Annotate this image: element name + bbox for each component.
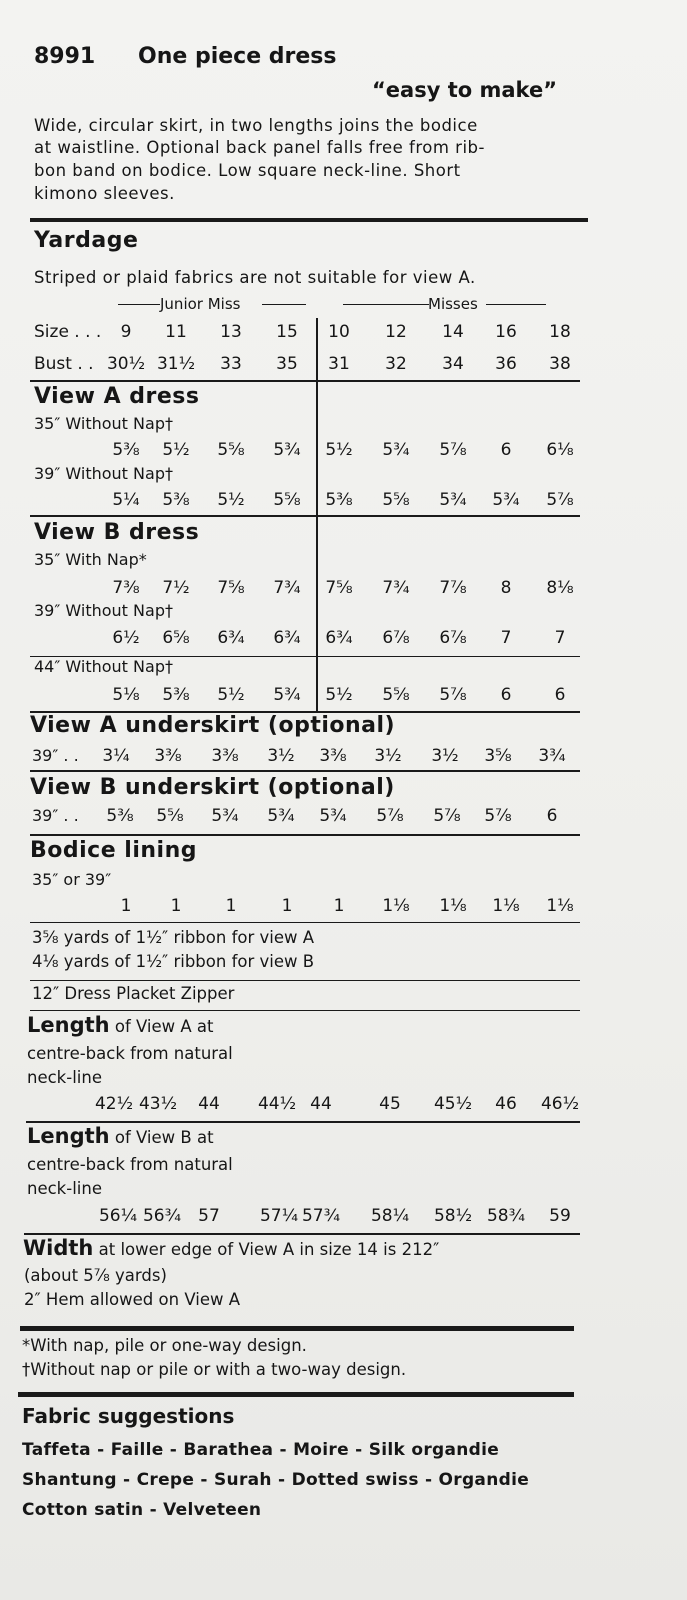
bodice-cell: 1⅛ bbox=[439, 896, 467, 916]
divider bbox=[30, 1010, 580, 1011]
size-cell: 10 bbox=[328, 322, 350, 342]
footnote-without-nap: †Without nap or pile or with a two-way design. bbox=[22, 1360, 407, 1379]
underskirt-b-label: 39″ . . bbox=[32, 806, 79, 825]
underskirt-b-cell: 5⅞ bbox=[433, 806, 461, 826]
length-a-cell: 43½ bbox=[138, 1094, 178, 1114]
bust-cell: 36 bbox=[495, 354, 517, 374]
length-a-bold: Length bbox=[27, 1013, 110, 1037]
view-a-39-cell: 5¼ bbox=[112, 490, 140, 510]
underskirt-b-heading: View B underskirt (optional) bbox=[30, 775, 395, 800]
width-bold: Width bbox=[23, 1236, 94, 1260]
view-a-row-label: 35″ Without Nap† bbox=[34, 414, 173, 433]
underskirt-a-cell: 3⅜ bbox=[154, 746, 182, 766]
divider bbox=[18, 1392, 574, 1397]
bodice-cell: 1⅛ bbox=[492, 896, 520, 916]
view-b-44-cell: 6 bbox=[500, 685, 512, 705]
size-cell: 18 bbox=[549, 322, 571, 342]
length-a-line2: centre-back from natural bbox=[27, 1044, 233, 1063]
underskirt-b-cell: 5⅞ bbox=[376, 806, 404, 826]
view-b-44-cell: 5⅞ bbox=[439, 685, 467, 705]
length-a-cell: 42½ bbox=[94, 1094, 134, 1114]
length-b-bold: Length bbox=[27, 1124, 110, 1148]
width-rest: at lower edge of View A in size 14 is 212″ bbox=[93, 1240, 440, 1259]
view-a-heading: View A dress bbox=[34, 384, 200, 409]
view-b-35-cell: 7⅝ bbox=[325, 578, 353, 598]
view-a-39-cell: 5⅞ bbox=[546, 490, 574, 510]
view-a-35-cell: 5¾ bbox=[273, 440, 301, 460]
size-cell: 15 bbox=[276, 322, 298, 342]
group-junior-label: Junior Miss bbox=[160, 295, 241, 313]
underskirt-b-cell: 5⅝ bbox=[156, 806, 184, 826]
group-misses-label: Misses bbox=[428, 295, 478, 313]
view-b-44-cell: 5½ bbox=[325, 685, 353, 705]
size-cell: 13 bbox=[220, 322, 242, 342]
width-line3: 2″ Hem allowed on View A bbox=[24, 1290, 241, 1309]
divider bbox=[30, 834, 580, 836]
divider bbox=[30, 218, 588, 222]
length-a-rest: of View A at bbox=[109, 1017, 214, 1036]
ribbon-a: 3⅝ yards of 1½″ ribbon for view A bbox=[32, 928, 315, 947]
view-b-35-cell: 7¾ bbox=[273, 578, 301, 598]
view-b-44-cell: 5⅝ bbox=[382, 685, 410, 705]
group-bracket bbox=[486, 304, 546, 305]
group-bracket bbox=[262, 304, 306, 305]
size-cell: 11 bbox=[165, 322, 187, 342]
description-line: Wide, circular skirt, in two lengths joins the bodice bbox=[34, 116, 478, 135]
zipper: 12″ Dress Placket Zipper bbox=[32, 984, 235, 1003]
bodice-cell: 1 bbox=[120, 896, 132, 916]
underskirt-b-cell: 5¾ bbox=[211, 806, 239, 826]
length-a-cell: 46 bbox=[495, 1094, 517, 1114]
size-label: Size . . . bbox=[34, 322, 102, 342]
view-a-39-cell: 5⅝ bbox=[273, 490, 301, 510]
pattern-number: 8991 bbox=[34, 44, 96, 69]
divider bbox=[24, 1233, 580, 1235]
view-b-35-cell: 7¾ bbox=[382, 578, 410, 598]
length-b-cell: 56¼ bbox=[98, 1206, 138, 1226]
view-a-35-cell: 5½ bbox=[162, 440, 190, 460]
underskirt-b-cell: 5⅜ bbox=[106, 806, 134, 826]
width-line bbox=[23, 1236, 439, 1260]
view-a-35-cell: 6 bbox=[500, 440, 512, 460]
length-b-cell: 58¼ bbox=[370, 1206, 410, 1226]
bust-cell: 34 bbox=[442, 354, 464, 374]
view-b-heading: View B dress bbox=[34, 520, 200, 545]
length-b-cell: 57¼ bbox=[259, 1206, 299, 1226]
view-b-44-cell: 5¾ bbox=[273, 685, 301, 705]
underskirt-b-cell: 5¾ bbox=[267, 806, 295, 826]
underskirt-a-cell: 3⅝ bbox=[484, 746, 512, 766]
view-a-39-cell: 5⅜ bbox=[162, 490, 190, 510]
view-a-35-cell: 6⅛ bbox=[546, 440, 574, 460]
view-a-35-cell: 5⅝ bbox=[217, 440, 245, 460]
view-a-39-cell: 5⅝ bbox=[382, 490, 410, 510]
view-b-39-cell: 6⅞ bbox=[439, 628, 467, 648]
group-bracket bbox=[118, 304, 160, 305]
view-b-44-cell: 5⅛ bbox=[112, 685, 140, 705]
length-a-cell: 46½ bbox=[540, 1094, 580, 1114]
bodice-cell: 1 bbox=[333, 896, 345, 916]
length-b-cell: 57¾ bbox=[301, 1206, 341, 1226]
bodice-heading: Bodice lining bbox=[30, 838, 197, 863]
underskirt-a-cell: 3⅜ bbox=[211, 746, 239, 766]
underskirt-a-heading: View A underskirt (optional) bbox=[30, 713, 396, 738]
length-b-cell: 57 bbox=[198, 1206, 220, 1226]
underskirt-b-cell: 5⅞ bbox=[484, 806, 512, 826]
view-b-35-cell: 7⅜ bbox=[112, 578, 140, 598]
view-b-39-cell: 6½ bbox=[112, 628, 140, 648]
description-line: bon band on bodice. Low square neck-line. Short bbox=[34, 161, 461, 180]
view-a-39-cell: 5½ bbox=[217, 490, 245, 510]
length-a-cell: 44½ bbox=[257, 1094, 297, 1114]
length-a-cell: 45½ bbox=[433, 1094, 473, 1114]
length-b-cell: 58¾ bbox=[486, 1206, 526, 1226]
description-line: at waistline. Optional back panel falls free from rib- bbox=[34, 138, 485, 157]
view-b-row-label: 44″ Without Nap† bbox=[34, 657, 173, 676]
underskirt-b-cell: 6 bbox=[546, 806, 558, 826]
description-line: kimono sleeves. bbox=[34, 184, 175, 203]
view-a-35-cell: 5½ bbox=[325, 440, 353, 460]
view-a-39-cell: 5¾ bbox=[492, 490, 520, 510]
view-b-35-cell: 7⅝ bbox=[217, 578, 245, 598]
bodice-cell: 1⅛ bbox=[546, 896, 574, 916]
bust-cell: 30½ bbox=[106, 354, 146, 374]
tagline: “easy to make” bbox=[372, 78, 557, 102]
width-line2: (about 5⅞ yards) bbox=[24, 1266, 167, 1285]
underskirt-a-cell: 3½ bbox=[374, 746, 402, 766]
underskirt-b-cell: 5¾ bbox=[319, 806, 347, 826]
view-b-39-cell: 6¾ bbox=[273, 628, 301, 648]
yardage-heading: Yardage bbox=[34, 228, 139, 253]
length-a-line3: neck-line bbox=[27, 1068, 102, 1087]
view-b-35-cell: 7⅞ bbox=[439, 578, 467, 598]
length-b-line2: centre-back from natural bbox=[27, 1155, 233, 1174]
divider bbox=[30, 380, 580, 382]
bust-cell: 35 bbox=[276, 354, 298, 374]
fabric-line: Taffeta - Faille - Barathea - Moire - Silk organdie bbox=[22, 1440, 500, 1460]
ribbon-b: 4⅛ yards of 1½″ ribbon for view B bbox=[32, 952, 315, 971]
size-cell: 14 bbox=[442, 322, 464, 342]
bust-cell: 38 bbox=[549, 354, 571, 374]
underskirt-a-cell: 3¼ bbox=[102, 746, 130, 766]
length-b-line3: neck-line bbox=[27, 1179, 102, 1198]
bodice-cell: 1 bbox=[170, 896, 182, 916]
view-a-39-cell: 5¾ bbox=[439, 490, 467, 510]
bodice-cell: 1 bbox=[225, 896, 237, 916]
fabric-line: Cotton satin - Velveteen bbox=[22, 1500, 262, 1520]
size-cell: 16 bbox=[495, 322, 517, 342]
divider bbox=[30, 770, 580, 772]
view-b-39-cell: 6⅞ bbox=[382, 628, 410, 648]
underskirt-a-cell: 3½ bbox=[267, 746, 295, 766]
view-b-39-cell: 6¾ bbox=[325, 628, 353, 648]
divider bbox=[30, 515, 580, 517]
view-b-row-label: 35″ With Nap* bbox=[34, 550, 147, 569]
view-b-35-cell: 8 bbox=[500, 578, 512, 598]
view-a-35-cell: 5⅞ bbox=[439, 440, 467, 460]
fabric-line: Shantung - Crepe - Surah - Dotted swiss - Organdie bbox=[22, 1470, 530, 1490]
length-b-cell: 59 bbox=[549, 1206, 571, 1226]
length-b-rest: of View B at bbox=[109, 1128, 214, 1147]
view-b-39-cell: 7 bbox=[500, 628, 512, 648]
column-divider bbox=[316, 318, 318, 711]
view-b-row-label: 39″ Without Nap† bbox=[34, 601, 173, 620]
bust-cell: 31½ bbox=[156, 354, 196, 374]
bodice-cell: 1⅛ bbox=[382, 896, 410, 916]
length-a-line bbox=[27, 1013, 214, 1037]
view-a-39-cell: 5⅜ bbox=[325, 490, 353, 510]
size-cell: 12 bbox=[385, 322, 407, 342]
length-b-line bbox=[27, 1124, 214, 1148]
length-b-cell: 56¾ bbox=[142, 1206, 182, 1226]
bust-label: Bust . . bbox=[34, 354, 94, 374]
size-cell: 9 bbox=[120, 322, 132, 342]
view-b-44-cell: 5½ bbox=[217, 685, 245, 705]
bust-cell: 31 bbox=[328, 354, 350, 374]
bodice-cell: 1 bbox=[281, 896, 293, 916]
view-b-39-cell: 6¾ bbox=[217, 628, 245, 648]
divider bbox=[20, 1326, 574, 1331]
footnote-nap: *With nap, pile or one-way design. bbox=[22, 1336, 307, 1355]
view-b-44-cell: 6 bbox=[554, 685, 566, 705]
group-bracket bbox=[343, 304, 429, 305]
view-b-35-cell: 8⅛ bbox=[546, 578, 574, 598]
fabric-heading: Fabric suggestions bbox=[22, 1404, 235, 1428]
view-b-39-cell: 6⅝ bbox=[162, 628, 190, 648]
view-a-35-cell: 5¾ bbox=[382, 440, 410, 460]
view-b-39-cell: 7 bbox=[554, 628, 566, 648]
view-a-row-label: 39″ Without Nap† bbox=[34, 464, 173, 483]
page-title: One piece dress bbox=[138, 44, 337, 69]
bust-cell: 32 bbox=[385, 354, 407, 374]
divider bbox=[30, 980, 580, 981]
length-a-cell: 45 bbox=[379, 1094, 401, 1114]
view-a-35-cell: 5⅜ bbox=[112, 440, 140, 460]
length-a-cell: 44 bbox=[310, 1094, 332, 1114]
divider bbox=[26, 1121, 580, 1123]
underskirt-a-cell: 3¾ bbox=[538, 746, 566, 766]
divider bbox=[30, 922, 580, 923]
length-b-cell: 58½ bbox=[433, 1206, 473, 1226]
bust-cell: 33 bbox=[220, 354, 242, 374]
underskirt-a-cell: 3½ bbox=[431, 746, 459, 766]
bodice-label: 35″ or 39″ bbox=[32, 870, 112, 889]
yardage-note: Striped or plaid fabrics are not suitable for view A. bbox=[34, 268, 476, 287]
view-b-35-cell: 7½ bbox=[162, 578, 190, 598]
underskirt-a-cell: 3⅜ bbox=[319, 746, 347, 766]
underskirt-a-label: 39″ . . bbox=[32, 746, 79, 765]
view-b-44-cell: 5⅜ bbox=[162, 685, 190, 705]
length-a-cell: 44 bbox=[198, 1094, 220, 1114]
